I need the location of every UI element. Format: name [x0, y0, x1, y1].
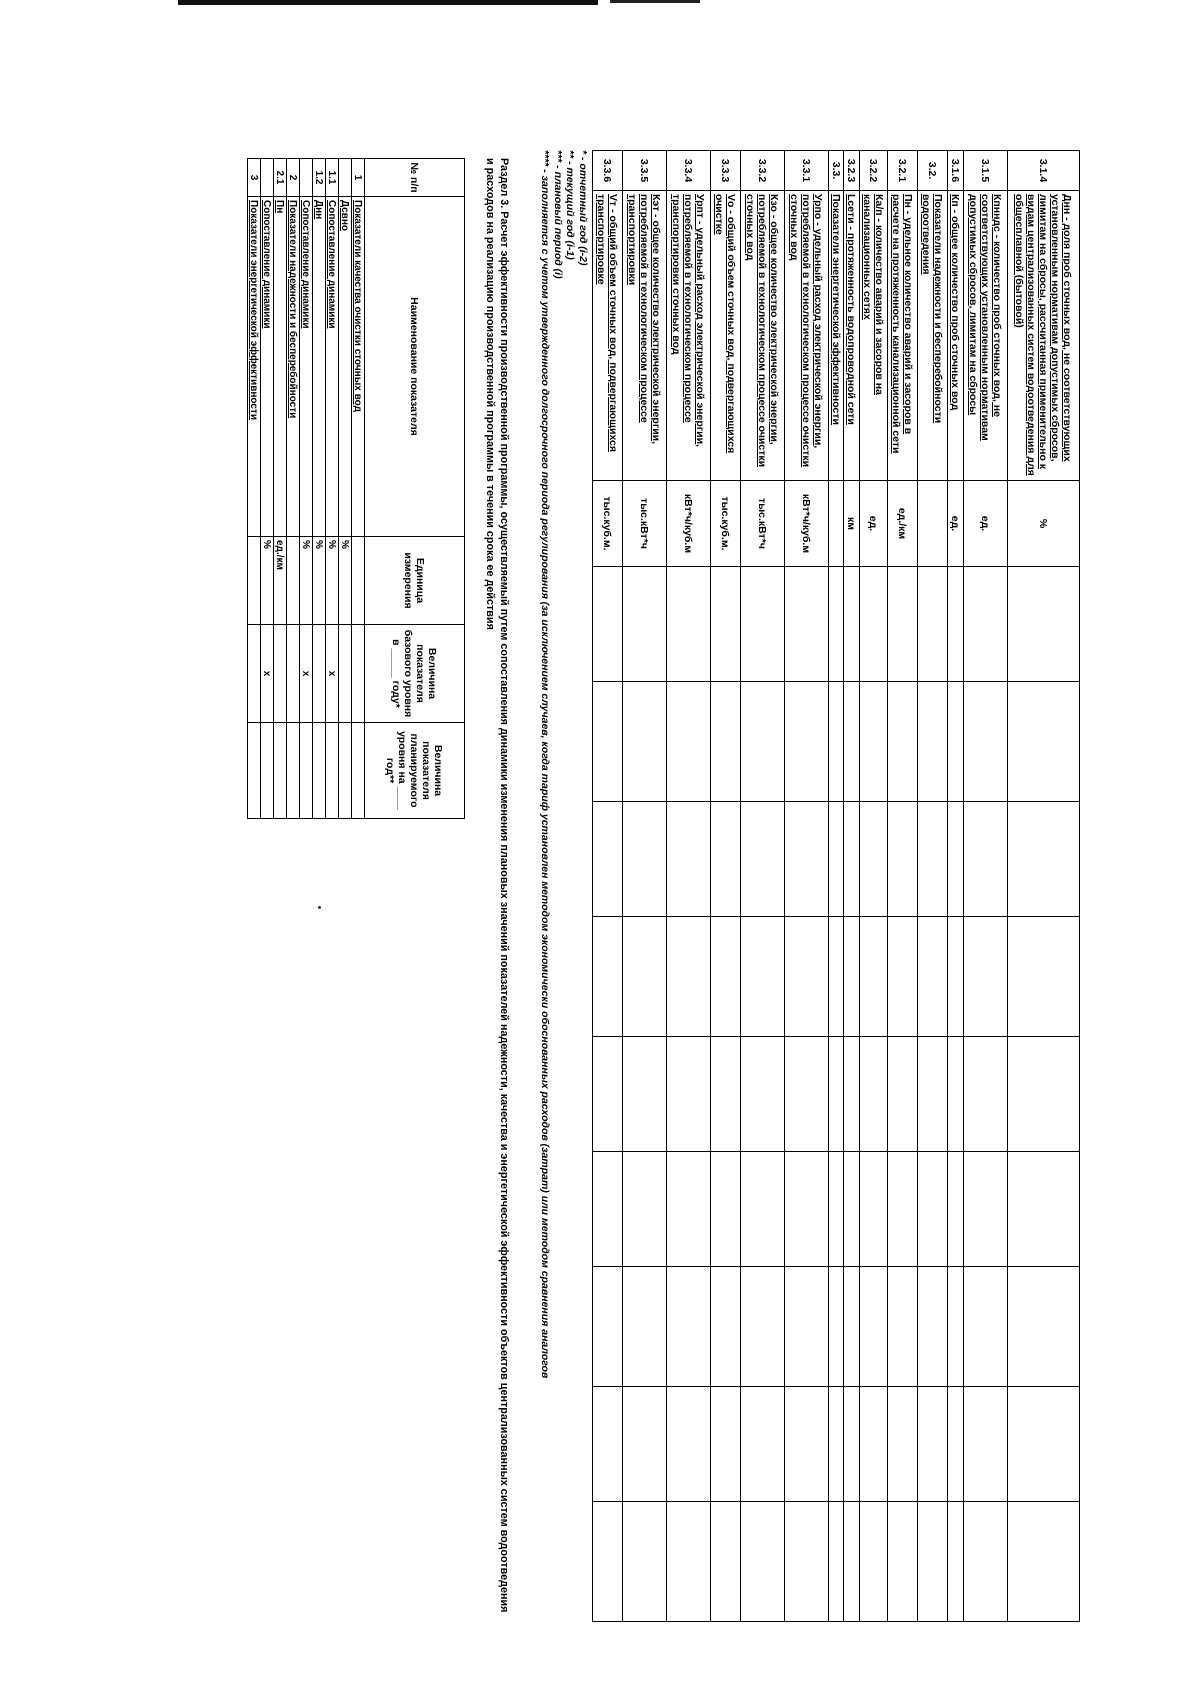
plan-cell — [248, 723, 261, 819]
value-cell — [918, 682, 948, 802]
value-cell — [785, 682, 829, 802]
row-number: 3.1.6 — [948, 151, 964, 191]
value-cell — [711, 1502, 741, 1622]
num-cell: 1.2 — [313, 159, 326, 197]
value-cell — [888, 1152, 918, 1267]
value-cell — [948, 682, 964, 802]
value-cell — [623, 1267, 667, 1387]
table-row — [1008, 151, 1080, 1622]
value-cell — [964, 802, 1008, 917]
footnotes — [539, 150, 589, 1630]
table-row — [785, 151, 829, 1622]
table-row — [964, 151, 1008, 1622]
value-cell — [888, 1267, 918, 1387]
table-row — [844, 151, 860, 1622]
value-cell — [711, 1387, 741, 1502]
value-cell — [593, 1267, 623, 1387]
row-number: 3.1.4 — [1008, 151, 1080, 191]
value-cell — [948, 1502, 964, 1622]
value-cell — [844, 1152, 860, 1267]
unit-cell: тыс.кВт*ч — [623, 481, 667, 567]
value-cell — [844, 1267, 860, 1387]
value-cell — [1008, 567, 1080, 682]
unit-cell: ед. — [860, 481, 888, 567]
row-number: 3.3.2 — [741, 151, 785, 191]
value-cell — [948, 1152, 964, 1267]
base-cell: x — [300, 625, 313, 723]
unit-cell — [287, 537, 300, 625]
header-unit: Единица измерения — [365, 537, 465, 625]
value-cell — [860, 1502, 888, 1622]
table-row — [261, 159, 274, 819]
value-cell — [711, 682, 741, 802]
value-cell — [593, 1037, 623, 1152]
num-cell: 2.1 — [274, 159, 287, 197]
value-cell — [593, 1387, 623, 1502]
unit-cell: % — [326, 537, 339, 625]
value-cell — [1008, 917, 1080, 1037]
value-cell — [711, 567, 741, 682]
row-number: 3.2.2 — [860, 151, 888, 191]
num-cell — [339, 159, 352, 197]
value-cell — [888, 1502, 918, 1622]
value-cell — [667, 682, 711, 802]
value-cell — [741, 1037, 785, 1152]
table-row — [948, 151, 964, 1622]
header-plan: Величина показателя планируемого уровня на ____ год** — [365, 723, 465, 819]
value-cell — [964, 1502, 1008, 1622]
value-cell — [623, 682, 667, 802]
plan-cell — [274, 723, 287, 819]
value-cell — [623, 1387, 667, 1502]
value-cell — [741, 567, 785, 682]
plan-cell — [287, 723, 300, 819]
value-cell — [623, 917, 667, 1037]
row-number: 3.1.5 — [964, 151, 1008, 191]
row-number: 3.2.3 — [844, 151, 860, 191]
scan-edge-mark — [610, 0, 700, 3]
value-cell — [844, 682, 860, 802]
value-cell — [623, 1502, 667, 1622]
value-cell — [741, 1152, 785, 1267]
value-cell — [785, 1152, 829, 1267]
value-cell — [623, 1037, 667, 1152]
value-cell — [948, 567, 964, 682]
value-cell — [829, 1267, 844, 1387]
rotated-page-content — [140, 150, 1080, 1630]
value-cell — [785, 917, 829, 1037]
plan-cell — [313, 723, 326, 819]
value-cell — [593, 1502, 623, 1622]
table-row — [313, 159, 326, 819]
name-cell: Показатели энергетической эффективности — [248, 197, 261, 537]
value-cell — [667, 1037, 711, 1152]
unit-cell: км — [844, 481, 860, 567]
unit-cell — [918, 481, 948, 567]
value-cell — [964, 1387, 1008, 1502]
value-cell — [829, 1037, 844, 1152]
table-row — [667, 151, 711, 1622]
value-cell — [918, 1267, 948, 1387]
indicator-name: Lсети - протяженность водопроводной сети — [844, 191, 860, 481]
value-cell — [860, 1037, 888, 1152]
unit-cell: ед./км — [888, 481, 918, 567]
value-cell — [888, 567, 918, 682]
value-cell — [593, 682, 623, 802]
table-row — [352, 159, 365, 819]
value-cell — [711, 1037, 741, 1152]
name-cell: Показатели качества очистки сточных вод — [352, 197, 365, 537]
value-cell — [741, 917, 785, 1037]
value-cell — [844, 1502, 860, 1622]
base-cell — [274, 625, 287, 723]
value-cell — [741, 1267, 785, 1387]
value-cell — [918, 1037, 948, 1152]
value-cell — [785, 1037, 829, 1152]
plan-cell — [339, 723, 352, 819]
value-cell — [844, 567, 860, 682]
value-cell — [1008, 802, 1080, 917]
row-number: 3.3.3 — [711, 151, 741, 191]
value-cell — [711, 917, 741, 1037]
footnote: *** - плановый период (i) — [552, 150, 564, 279]
name-cell: Днн — [313, 197, 326, 537]
table-row — [287, 159, 300, 819]
indicator-name: Урпо - удельный расход электрической энергии, потребляемой в технологическом процессе очистки сточных вод — [785, 191, 829, 481]
row-number: 3.3.4 — [667, 151, 711, 191]
value-cell — [829, 917, 844, 1037]
value-cell — [1008, 1267, 1080, 1387]
value-cell — [593, 917, 623, 1037]
value-cell — [964, 1152, 1008, 1267]
value-cell — [623, 567, 667, 682]
base-cell — [313, 625, 326, 723]
value-cell — [667, 567, 711, 682]
value-cell — [948, 802, 964, 917]
value-cell — [593, 1152, 623, 1267]
table-row — [248, 159, 261, 819]
table-row — [326, 159, 339, 819]
value-cell — [948, 1037, 964, 1152]
table-row — [274, 159, 287, 819]
value-cell — [964, 682, 1008, 802]
base-cell: x — [326, 625, 339, 723]
indicator-name: Показатели энергетической эффективности — [829, 191, 844, 481]
unit-cell: ед./км — [274, 537, 287, 625]
unit-cell: % — [313, 537, 326, 625]
value-cell — [667, 917, 711, 1037]
value-cell — [918, 1387, 948, 1502]
indicators-table — [592, 150, 1080, 1622]
num-cell: 1.1 — [326, 159, 339, 197]
value-cell — [741, 1387, 785, 1502]
value-cell — [667, 1387, 711, 1502]
value-cell — [667, 1502, 711, 1622]
row-number: 3.3.5 — [623, 151, 667, 191]
value-cell — [844, 1037, 860, 1152]
value-cell — [888, 1387, 918, 1502]
table-row — [829, 151, 844, 1622]
indicator-name: Днн - доля проб сточных вод, не соответствующих установленным нормативам допустимых сбросов, лимитам на сбросы, рассчитанная применительно к видам централизованных систем водоотведения для общесплавной (бытовой) — [1008, 191, 1080, 481]
value-cell — [860, 1152, 888, 1267]
value-cell — [593, 567, 623, 682]
value-cell — [829, 567, 844, 682]
value-cell — [785, 567, 829, 682]
footnote: ** - текущий год (i-1) — [564, 150, 577, 260]
value-cell — [888, 682, 918, 802]
value-cell — [964, 917, 1008, 1037]
value-cell — [829, 1387, 844, 1502]
value-cell — [1008, 1387, 1080, 1502]
value-cell — [964, 1037, 1008, 1152]
unit-cell: кВт*ч/куб.м — [785, 481, 829, 567]
header-base: Величина показателя базового уровня в _____ году* — [365, 625, 465, 723]
table-row — [741, 151, 785, 1622]
value-cell — [1008, 1037, 1080, 1152]
value-cell — [741, 682, 785, 802]
value-cell — [918, 917, 948, 1037]
plan-cell — [261, 723, 274, 819]
value-cell — [918, 1502, 948, 1622]
efficiency-table — [247, 158, 465, 819]
unit-cell: ед. — [964, 481, 1008, 567]
base-cell — [287, 625, 300, 723]
table-row — [339, 159, 352, 819]
unit-cell: % — [261, 537, 274, 625]
value-cell — [711, 1267, 741, 1387]
unit-cell: ед. — [948, 481, 964, 567]
base-cell — [339, 625, 352, 723]
value-cell — [888, 917, 918, 1037]
unit-cell — [248, 537, 261, 625]
base-cell — [248, 625, 261, 723]
indicator-name: Пн - удельное количество аварий и засоров в расчете на протяженность канализационной сети — [888, 191, 918, 481]
value-cell — [593, 802, 623, 917]
indicator-name: Ка/п - количество аварий и засоров на канализационных сетях — [860, 191, 888, 481]
value-cell — [860, 1387, 888, 1502]
table-row — [711, 151, 741, 1622]
value-cell — [667, 1152, 711, 1267]
value-cell — [948, 1267, 964, 1387]
unit-cell: тыс.куб.м. — [593, 481, 623, 567]
value-cell — [948, 917, 964, 1037]
value-cell — [888, 802, 918, 917]
value-cell — [860, 1267, 888, 1387]
name-cell: Дсвно — [339, 197, 352, 537]
indicator-name: Кпнндс - количество проб сточных вод, не соответствующих установленным нормативам допустимых сбросов, лимитам на сбросы — [964, 191, 1008, 481]
unit-cell: % — [339, 537, 352, 625]
num-cell: 1 — [352, 159, 365, 197]
name-cell: Показатели надежности и бесперебойности — [287, 197, 300, 537]
indicator-name: Кп - общее количество проб сточных вод — [948, 191, 964, 481]
value-cell — [918, 802, 948, 917]
unit-cell — [829, 481, 844, 567]
value-cell — [623, 1152, 667, 1267]
plan-cell — [326, 723, 339, 819]
value-cell — [667, 1267, 711, 1387]
value-cell — [741, 802, 785, 917]
value-cell — [860, 682, 888, 802]
footnote: **** - заполняется с учетом утвержденного долгосрочного периода регулирования (за исключением случаев, когда тариф установлен методом экономически обоснованных расходов (затрат) или методом сравнения аналогов — [539, 150, 552, 1379]
value-cell — [785, 1502, 829, 1622]
row-number: 3.3.6 — [593, 151, 623, 191]
unit-cell: тыс.кВт*ч — [741, 481, 785, 567]
value-cell — [741, 1502, 785, 1622]
table-row — [300, 159, 313, 819]
indicator-name: Кэт - общее количество электрической энергии, потребляемой в технологическом процессе транспортировки — [623, 191, 667, 481]
name-cell: Сопоставление динамики — [300, 197, 313, 537]
section-3-title: Раздел 3. Расчет эффективности производственной программы, осуществляемый путем сопоставления динамики изменения плановых значений показателей надежности, качества и энергетической эффективности объектов централизованных систем водоотведения и расходов на реализацию производственной программы в течении срока ее действия — [484, 158, 510, 1613]
value-cell — [1008, 682, 1080, 802]
value-cell — [844, 1387, 860, 1502]
value-cell — [623, 802, 667, 917]
unit-cell: кВт*ч/куб.м — [667, 481, 711, 567]
value-cell — [844, 917, 860, 1037]
value-cell — [860, 802, 888, 917]
value-cell — [1008, 1152, 1080, 1267]
footnote: * - отчетный год (i-2) — [577, 150, 589, 266]
value-cell — [1008, 1502, 1080, 1622]
indicator-name: Кзо - общее количество электрической энергии, потребляемой в технологическом процессе очистки сточных вод — [741, 191, 785, 481]
table-row — [888, 151, 918, 1622]
value-cell — [829, 802, 844, 917]
table-row — [623, 151, 667, 1622]
header-num: № п/п — [365, 159, 465, 197]
indicator-name: Показатели надежности и бесперебойности водоотведения — [918, 191, 948, 481]
value-cell — [964, 1267, 1008, 1387]
num-cell: 2 — [287, 159, 300, 197]
value-cell — [860, 917, 888, 1037]
indicator-name: Vо - общий объем сточных вод, подвергающихся очистке — [711, 191, 741, 481]
value-cell — [711, 1152, 741, 1267]
table-row — [593, 151, 623, 1622]
plan-cell — [352, 723, 365, 819]
value-cell — [829, 1152, 844, 1267]
name-cell: Пн — [274, 197, 287, 537]
value-cell — [860, 567, 888, 682]
value-cell — [888, 1037, 918, 1152]
table-row — [918, 151, 948, 1622]
value-cell — [829, 1502, 844, 1622]
num-cell — [300, 159, 313, 197]
plan-cell — [300, 723, 313, 819]
value-cell — [918, 1152, 948, 1267]
unit-cell: тыс.куб.м. — [711, 481, 741, 567]
value-cell — [785, 802, 829, 917]
table-row — [860, 151, 888, 1622]
value-cell — [964, 567, 1008, 682]
value-cell — [948, 1387, 964, 1502]
row-number: 3.2. — [918, 151, 948, 191]
row-number: 3.2.1 — [888, 151, 918, 191]
value-cell — [829, 682, 844, 802]
unit-cell — [352, 537, 365, 625]
indicator-name: Урпт - удельный расход электрической энергии, потребляемой в технологическом процессе транспортировки сточных вод — [667, 191, 711, 481]
num-cell — [261, 159, 274, 197]
header-name: Наименование показателя — [365, 197, 465, 537]
num-cell: 3 — [248, 159, 261, 197]
value-cell — [844, 802, 860, 917]
name-cell: Сопоставление динамики — [261, 197, 274, 537]
base-cell — [352, 625, 365, 723]
value-cell — [711, 802, 741, 917]
unit-cell: % — [300, 537, 313, 625]
row-number: 3.3. — [829, 151, 844, 191]
scan-edge-mark — [178, 0, 598, 5]
name-cell: Сопоставление динамики — [326, 197, 339, 537]
base-cell: x — [261, 625, 274, 723]
indicator-name: Vт - общий объем сточных вод, подвергающихся транспортировке — [593, 191, 623, 481]
value-cell — [785, 1267, 829, 1387]
row-number: 3.3.1 — [785, 151, 829, 191]
value-cell — [918, 567, 948, 682]
unit-cell: % — [1008, 481, 1080, 567]
value-cell — [667, 802, 711, 917]
value-cell — [785, 1387, 829, 1502]
